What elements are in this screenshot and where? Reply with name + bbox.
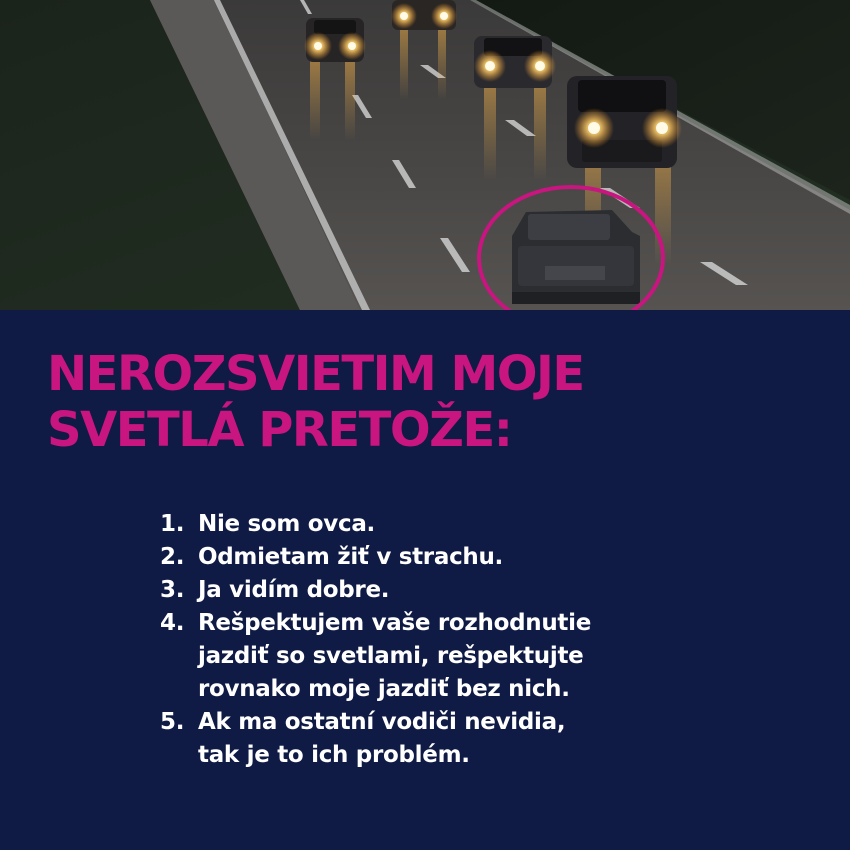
list-item-text: rovnako moje jazdiť bez nich. bbox=[198, 676, 570, 702]
list-item-text: Odmietam žiť v strachu. bbox=[198, 544, 503, 570]
car-middle bbox=[474, 36, 556, 88]
text-panel bbox=[0, 310, 850, 850]
list-item-number: 3. bbox=[160, 577, 185, 603]
list-item bbox=[160, 541, 760, 574]
highway-night-photo bbox=[0, 0, 850, 310]
list-item-text: Nie som ovca. bbox=[198, 511, 375, 537]
list-item-text: Rešpektujem vaše rozhodnutie bbox=[198, 610, 591, 636]
list-item bbox=[160, 607, 760, 706]
highway-scene bbox=[0, 0, 850, 310]
list-item-text: jazdiť so svetlami, rešpektujte bbox=[198, 643, 584, 669]
list-item-number: 5. bbox=[160, 709, 185, 735]
headline-line-2: SVETLÁ PRETOŽE: bbox=[47, 402, 512, 458]
list-item bbox=[160, 706, 760, 772]
car-left bbox=[304, 18, 366, 62]
list-item-text: tak je to ich problém. bbox=[198, 742, 470, 768]
list-item-number: 1. bbox=[160, 511, 185, 537]
reasons-list bbox=[160, 508, 760, 772]
car-suv bbox=[567, 76, 682, 168]
list-item-number: 4. bbox=[160, 610, 185, 636]
car-far bbox=[391, 0, 457, 30]
car-no-lights bbox=[512, 210, 640, 304]
list-item-number: 2. bbox=[160, 544, 185, 570]
list-item-text: Ak ma ostatní vodiči nevidia, bbox=[198, 709, 566, 735]
list-item bbox=[160, 574, 760, 607]
headline-line-1: NEROZSVIETIM MOJE bbox=[47, 346, 584, 402]
headline bbox=[47, 346, 827, 458]
list-item bbox=[160, 508, 760, 541]
list-item-text: Ja vidím dobre. bbox=[198, 577, 390, 603]
